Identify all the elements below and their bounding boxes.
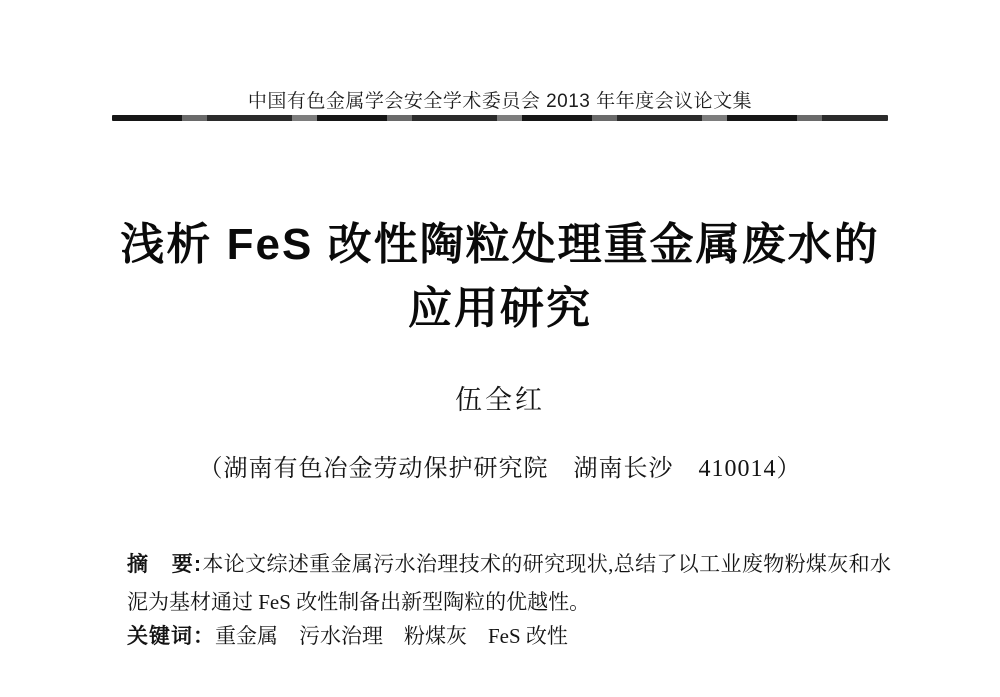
abstract-label: 摘 要:	[127, 553, 203, 576]
abstract-text: 本论文综述重金属污水治理技术的研究现状,总结了以工业废物粉煤灰和水泥为基材通过 FeS 改性制备出新型陶粒的优越性。	[127, 552, 891, 614]
paper-title-line2: 应用研究	[408, 284, 592, 333]
author-name: 伍全红	[455, 385, 545, 415]
keywords-text: 重金属 污水治理 粉煤灰 FeS 改性	[215, 624, 568, 648]
paper-title	[0, 213, 1000, 341]
keywords-label: 关键词：	[127, 625, 215, 648]
paper-title-line1: 浅析 FeS 改性陶粒处理重金属废水的	[120, 220, 880, 269]
affiliation: （湖南有色冶金劳动保护研究院 湖南长沙 410014）	[198, 456, 802, 482]
keywords-line	[127, 620, 891, 653]
abstract-paragraph	[127, 546, 891, 621]
proceedings-header: 中国有色金属学会安全学术委员会 2013 年年度会议论文集	[247, 91, 753, 112]
header-rule	[112, 115, 888, 121]
